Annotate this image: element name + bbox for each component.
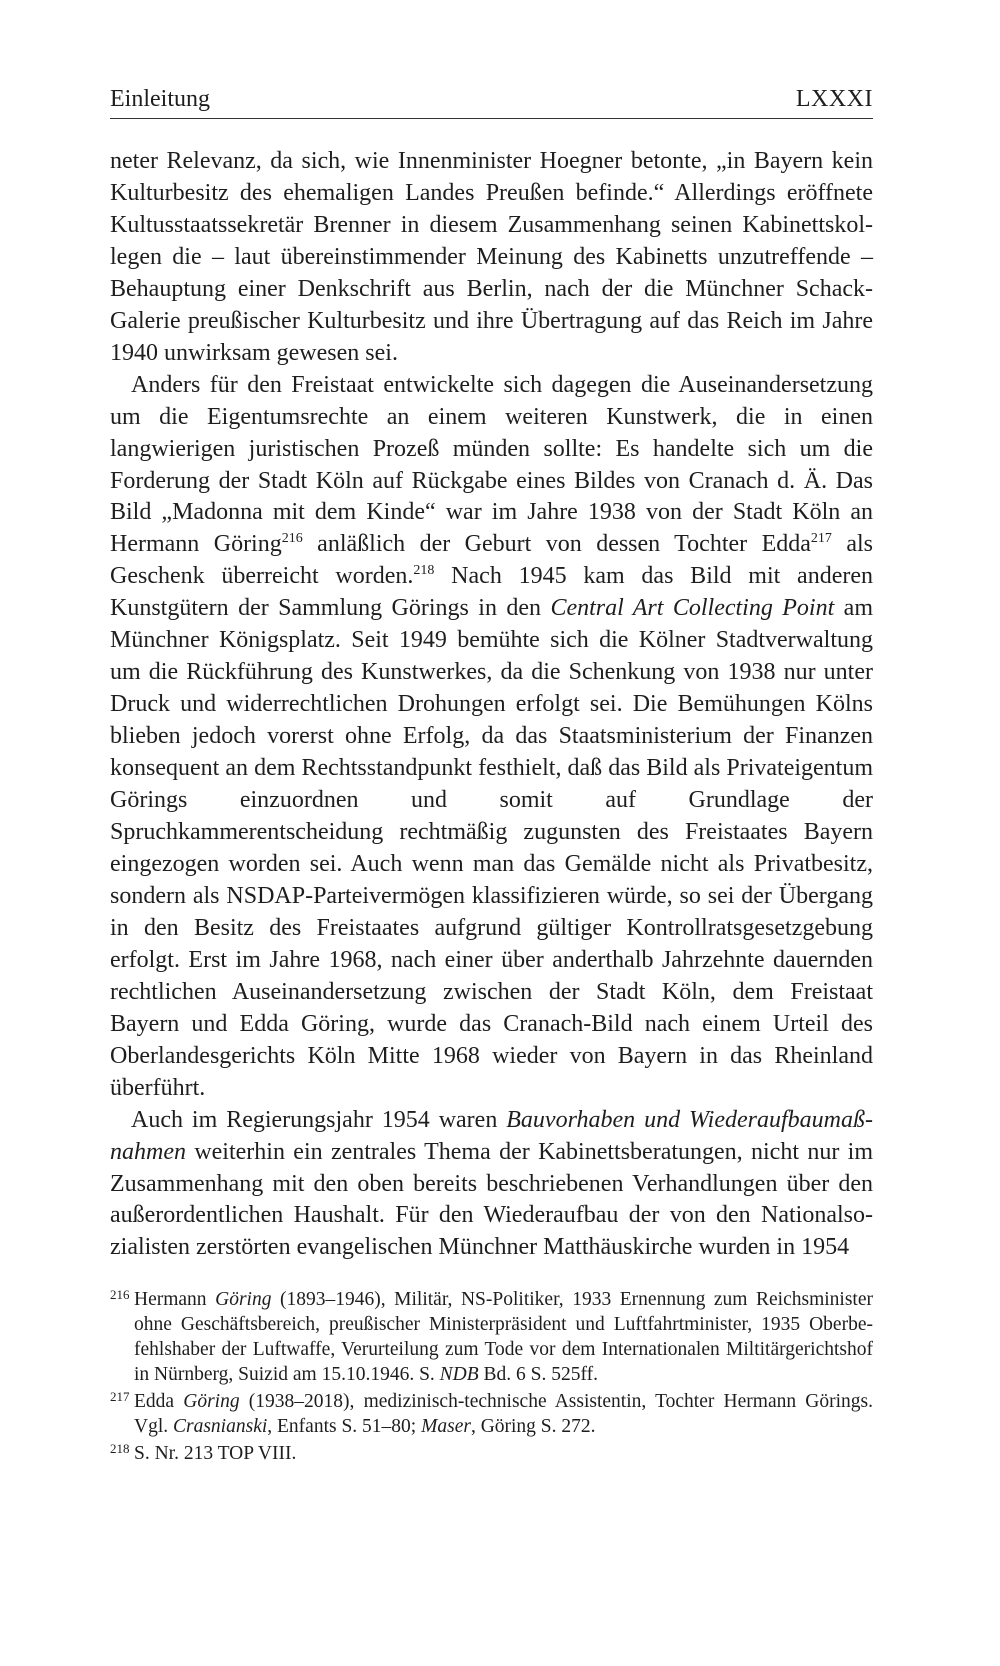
footnote-218 [110, 1441, 873, 1466]
paragraph-2-italic-term: Central Art Collecting Point [550, 595, 835, 622]
paragraph-2-text-f: am Münchner Königsplatz. Seit 1949 bemühte sich die Kölner Stadtverwaltung um die Rückführung des Kunstwerkes, da die Schenkung von 1938 nur unter Druck und widerrechtlichen Drohungen erfolgt sei. Die Bemühungen Kölns blieben jedoch vorerst ohne Erfolg, da das Staatsministerium der Finanzen konsequent an dem Rechtsstandpunkt festhielt, daß das Bild als Privateigentum Görings einzuordnen und somit auf Grundlage der Spruchkammerentscheidung rechtmäßig zugunsten des Freistaates Bayern eingezogen worden sei. Auch wenn man das Gemälde nicht als Privatbesitz, sondern als NSDAP-Parteivermögen klassifizieren würde, so sei der Übergang in den Besitz des Freistaates aufgrund gültiger Kontrollratsgesetzgebung erfolgt. Erst im Jahre 1968, nach einer über anderthalb Jahrzehnte dauernden rechtlichen Auseinandersetzung zwischen der Stadt Köln, dem Freistaat Bayern und Edda Göring, wurde das Cranach-Bild nach einem Urteil des Oberlandesgerichts Köln Mitte 1968 wieder von Bayern in das Rheinland überführt. [110, 595, 874, 1101]
section-title: Einleitung [110, 86, 210, 112]
main-text [110, 146, 873, 1264]
footnote-italic: Göring [215, 1289, 272, 1310]
footnotes [110, 1287, 873, 1468]
paragraph-3-text-a: Auch im Regierungsjahr 1954 waren [131, 1106, 507, 1133]
footnote-number: 216 [110, 1287, 130, 1302]
footnote-ref-216[interactable]: 216 [281, 531, 303, 547]
paragraph-2-text-c: als Geschenk überreicht worden. [110, 531, 873, 590]
footnote-italic: Göring [183, 1391, 240, 1412]
paragraph-3 [110, 1105, 873, 1265]
paragraph-3-text-c: weiterhin ein zentrales Thema der Kabinettsberatungen, nicht nur im Zusammenhang mit den oben bereits beschriebenen Verhandlungen über den außerordentlichen Haushalt. Für den Wiederaufbau der von den Nationalsozialisten zerstörten evangelischen Münchner Matthäuskirche wurden in 1954 [110, 1138, 873, 1261]
paragraph-2-text-b: anläßlich der Geburt von dessen Tochter Edda [302, 531, 811, 558]
footnote-number: 218 [110, 1441, 130, 1456]
footnote-217 [110, 1389, 873, 1439]
paragraph-3-italic-term: Bauvorhaben und Wiederaufbaumaßnahmen [110, 1106, 873, 1165]
paragraph-2 [110, 370, 873, 1105]
footnote-text: S. Nr. 213 TOP VIII. [134, 1443, 297, 1464]
footnote-text: Hermann [134, 1289, 216, 1310]
footnote-text: (1893–1946), Militär, NS-Politiker, 1933 Ernennung zum Reichsminister ohne Geschäftsbereich, preußischer Ministerpräsident und Luftfahrtminister, 1935 Oberbefehlshaber der Luftwaffe, Verurteilung zum Tode vor dem Internationalen Miltitärgerichtshof in Nürnberg, Suizid am 15.10.1946. S. [134, 1289, 873, 1385]
footnote-text: (1938–2018), medizinisch-technische Assistentin, Tochter Hermann Görings. Vgl. [134, 1391, 873, 1437]
footnote-ref-218[interactable]: 218 [413, 563, 435, 579]
footnote-ref-217[interactable]: 217 [810, 531, 832, 547]
running-header [110, 82, 873, 119]
paragraph-1: neter Relevanz, da sich, wie Innenminister Hoegner betonte, „in Bayern kein Kulturbesitz des ehemaligen Landes Preußen befinde.“ Allerdings eröffnete Kultusstaatssekretär Brenner in diesem Zusammenhang seinen Kabinettskollegen die – laut übereinstimmender Meinung des Kabinetts unzutreffende – Behauptung einer Denkschrift aus Berlin, nach der die Münchner Schack-Galerie preußischer Kulturbesitz und ihre Übertragung auf das Reich im Jahre 1940 unwirksam gewesen sei. [110, 148, 873, 366]
footnote-216 [110, 1287, 873, 1387]
footnote-italic: Crasnianski [173, 1416, 268, 1437]
footnote-text: Bd. 6 S. 525ff. [478, 1364, 599, 1385]
paragraph-2-text-a: Anders für den Freistaat entwickelte sich dagegen die Auseinandersetzung um die Eigentumsrechte an einem weiteren Kunstwerk, die in einen langwierigen juristischen Prozeß münden sollte: Es handelte sich um die Forderung der Stadt Köln auf Rückgabe eines Bildes von Cranach d. Ä. Das Bild „Madonna mit dem Kinde“ war im Jahre 1938 von der Stadt Köln an Hermann Göring [110, 371, 873, 558]
footnote-text: , Enfants S. 51–80; [267, 1416, 422, 1437]
paragraph-2-text-d: Nach 1945 kam das Bild mit anderen Kunstgütern der Sammlung Görings in den [110, 563, 874, 622]
footnote-italic: Maser [421, 1416, 471, 1437]
page-number: LXXXI [795, 86, 873, 112]
footnote-text: Edda [134, 1391, 184, 1412]
footnote-text: , Göring S. 272. [470, 1416, 596, 1437]
footnote-number: 217 [110, 1389, 130, 1404]
footnote-italic: NDB [439, 1364, 479, 1385]
